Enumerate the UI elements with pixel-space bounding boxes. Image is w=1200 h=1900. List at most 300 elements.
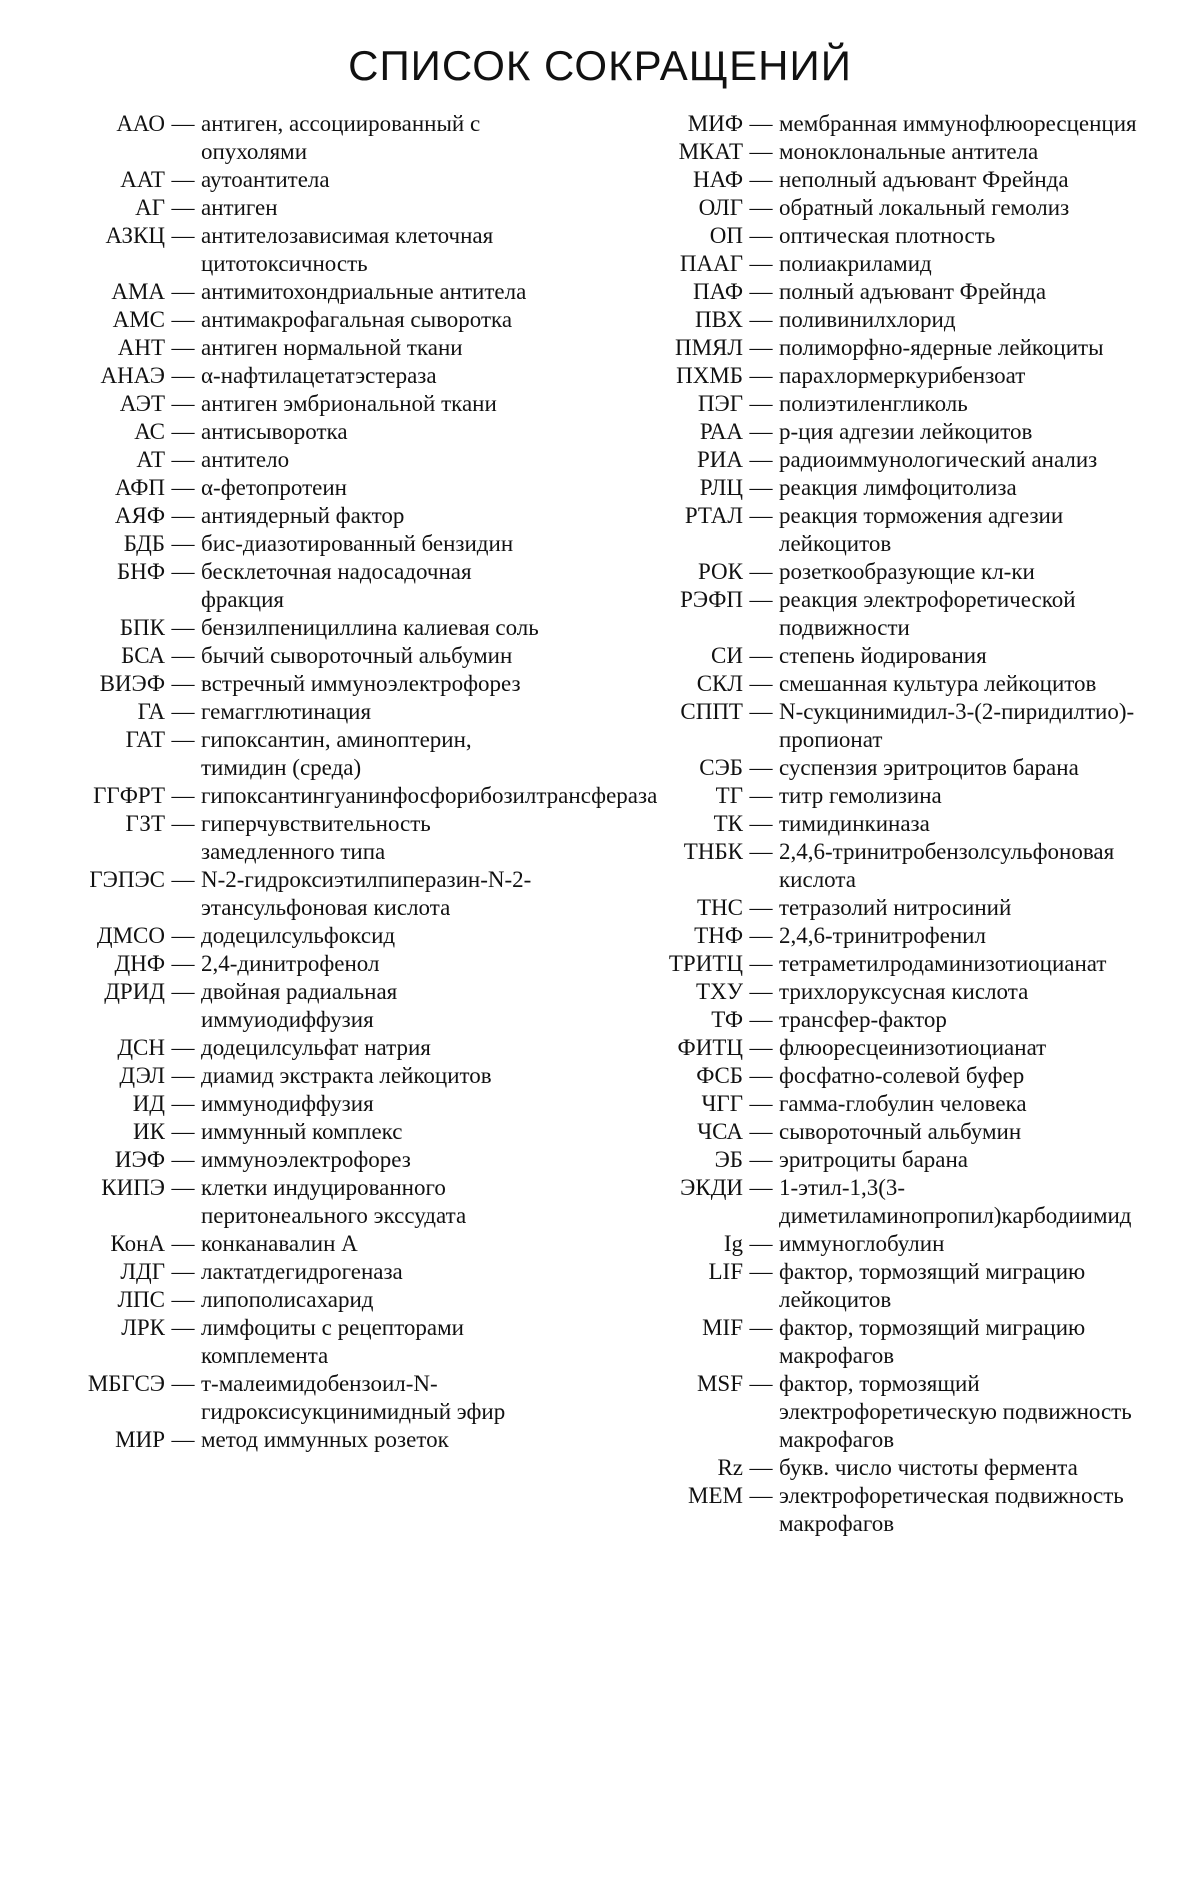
abbreviation: ЛРК (121, 1315, 165, 1340)
abbreviation-entry (40, 502, 560, 530)
definition: фактор, тормозящий миграцию макрофагов (779, 1315, 1086, 1368)
dash-separator: — (749, 223, 773, 248)
abbreviation: ПАФ (693, 279, 743, 304)
definition: розеткообразующие кл-ки (779, 559, 1035, 584)
definition: гемагглютинация (201, 699, 372, 724)
abbreviation: РТАЛ (684, 503, 743, 528)
dash-separator: — (171, 391, 195, 416)
dash-separator: — (749, 811, 773, 836)
definition: фактор, тормозящий электрофоретическую подвижность макрофагов (779, 1371, 1132, 1452)
page-title: СПИСОК СОКРАЩЕНИЙ (348, 42, 852, 89)
abbreviation: АТ (136, 447, 165, 472)
abbreviation-entry (40, 614, 560, 642)
dash-separator: — (171, 307, 195, 332)
dash-separator: — (749, 1007, 773, 1032)
definition: антителозависимая клеточная цитотоксичность (201, 223, 494, 276)
definition: р-ция адгезии лейкоцитов (779, 419, 1033, 444)
abbreviation-entry (40, 670, 560, 698)
abbreviation-entry (40, 698, 560, 726)
abbreviation-entry (40, 1314, 560, 1370)
abbreviation: АЯФ (114, 503, 165, 528)
dash-separator: — (171, 671, 195, 696)
dash-separator: — (171, 783, 195, 808)
definition: сывороточный альбумин (779, 1119, 1022, 1144)
dash-separator: — (171, 363, 195, 388)
definition: эритроциты барана (779, 1147, 969, 1172)
dash-separator: — (749, 783, 773, 808)
definition: поливинилхлорид (779, 307, 956, 332)
abbreviation: ПМЯЛ (674, 335, 743, 360)
dash-separator: — (749, 1091, 773, 1116)
definition: аутоантитела (201, 167, 330, 192)
abbreviation: ОЛГ (698, 195, 743, 220)
definition: суспензия эритроцитов барана (779, 755, 1079, 780)
dash-separator: — (749, 503, 773, 528)
abbreviation: БПК (119, 615, 165, 640)
definition: реакция лимфоцитолиза (779, 475, 1017, 500)
abbreviation: ТНС (697, 895, 743, 920)
dash-separator: — (171, 1287, 195, 1312)
abbreviation-entry (608, 474, 1148, 502)
dash-separator: — (171, 1371, 195, 1396)
definition: полный адъювант Фрейнда (779, 279, 1047, 304)
abbreviation: ГЭПЭС (89, 867, 165, 892)
dash-separator: — (749, 587, 773, 612)
abbreviation-entry (608, 1370, 1148, 1454)
abbreviation: ЭБ (714, 1147, 743, 1172)
definition: степень йодирования (779, 643, 987, 668)
abbreviation-entry (608, 166, 1148, 194)
abbreviation-entry (608, 558, 1148, 586)
dash-separator: — (749, 839, 773, 864)
abbreviation: РИА (696, 447, 743, 472)
dash-separator: — (171, 559, 195, 584)
abbreviation: ААО (116, 111, 165, 136)
definition: антиген эмбриональной ткани (201, 391, 497, 416)
abbreviation-entry (608, 810, 1148, 838)
abbreviation: РЛЦ (699, 475, 743, 500)
abbreviation: АГ (135, 195, 165, 220)
definition: диамид экстракта лейкоцитов (201, 1063, 492, 1088)
abbreviation: ИК (133, 1119, 165, 1144)
abbreviation-entry (608, 670, 1148, 698)
definition: α-нафтилацетатэстераза (201, 363, 437, 388)
abbreviation: БНФ (117, 559, 165, 584)
definition: неполный адъювант Фрейнда (779, 167, 1069, 192)
definition: парахлормеркурибензоат (779, 363, 1026, 388)
dash-separator: — (171, 1035, 195, 1060)
dash-separator: — (749, 1063, 773, 1088)
dash-separator: — (171, 615, 195, 640)
dash-separator: — (749, 1371, 773, 1396)
definition: антиген, ассоциированный с опухолями (201, 111, 481, 164)
abbreviation: ПВХ (695, 307, 743, 332)
abbreviation: АС (134, 419, 165, 444)
abbreviation-entry (608, 1230, 1148, 1258)
definition: гамма-глобулин человека (779, 1091, 1027, 1116)
definition: иммунодиффузия (201, 1091, 374, 1116)
abbreviation-entry (608, 418, 1148, 446)
definition: липополисахарид (201, 1287, 374, 1312)
abbreviation-entry (40, 1370, 560, 1426)
dash-separator: — (749, 335, 773, 360)
definition: смешанная культура лейкоцитов (779, 671, 1097, 696)
abbreviation-entry (608, 278, 1148, 306)
abbreviation-entry (40, 166, 560, 194)
abbreviation-entry (608, 194, 1148, 222)
abbreviation-entry (40, 1034, 560, 1062)
abbreviation: ИЭФ (114, 1147, 165, 1172)
definition: электрофоретическая подвижность макрофагов (779, 1483, 1124, 1536)
abbreviation-entry (40, 978, 560, 1034)
abbreviation: БДБ (123, 531, 165, 556)
abbreviation: ГЗТ (125, 811, 165, 836)
abbreviation-entry (608, 978, 1148, 1006)
abbreviation-entry (40, 782, 658, 810)
dash-separator: — (171, 1063, 195, 1088)
dash-separator: — (749, 643, 773, 668)
abbreviation-entry (608, 1314, 1148, 1370)
abbreviation-entry (608, 1482, 1148, 1538)
abbreviation-entry (608, 1118, 1148, 1146)
abbreviation-entry (608, 586, 1148, 642)
definition: бесклеточная надосадочная фракция (201, 559, 472, 612)
abbreviation-entry (40, 530, 560, 558)
dash-separator: — (749, 979, 773, 1004)
definition: гипоксантингуанинфосфорибозилтрансфераза (201, 783, 658, 808)
dash-separator: — (171, 1091, 195, 1116)
abbreviation: ДСН (117, 1035, 165, 1060)
dash-separator: — (171, 335, 195, 360)
abbreviation: ГА (137, 699, 165, 724)
dash-separator: — (749, 1035, 773, 1060)
definition: оптическая плотность (779, 223, 996, 248)
abbreviation: АФП (115, 475, 165, 500)
abbreviation-entry (608, 362, 1148, 390)
abbreviation-entry (40, 950, 560, 978)
abbreviation: ТРИТЦ (668, 951, 743, 976)
abbreviation-entry (40, 474, 560, 502)
abbreviation: ОП (709, 223, 743, 248)
abbreviation-entry (608, 502, 1148, 558)
abbreviation: ЧСА (697, 1119, 743, 1144)
dash-separator: — (749, 1455, 773, 1480)
abbreviation: РОК (697, 559, 743, 584)
dash-separator: — (749, 251, 773, 276)
definition: антисыворотка (201, 419, 348, 444)
dash-separator: — (749, 1119, 773, 1144)
left-column (40, 110, 658, 1454)
abbreviation: АЭТ (119, 391, 165, 416)
dash-separator: — (171, 1427, 195, 1452)
dash-separator: — (749, 307, 773, 332)
definition: бычий сывороточный альбумин (201, 643, 513, 668)
abbreviation: АНАЭ (100, 363, 165, 388)
abbreviation-entry (608, 222, 1148, 250)
definition: антитело (201, 447, 290, 472)
dash-separator: — (171, 1175, 195, 1200)
dash-separator: — (749, 951, 773, 976)
abbreviation: СИ (711, 643, 743, 668)
abbreviation-entry (608, 1454, 1148, 1482)
definition: метод иммунных розеток (201, 1427, 449, 1452)
abbreviation-entry (40, 306, 560, 334)
dash-separator: — (749, 1483, 773, 1508)
definition: иммунный комплекс (201, 1119, 403, 1144)
definition: букв. число чистоты фермента (779, 1455, 1078, 1480)
dash-separator: — (749, 139, 773, 164)
dash-separator: — (749, 447, 773, 472)
dash-separator: — (171, 195, 195, 220)
abbreviation-entry (40, 446, 560, 474)
abbreviation-entry (608, 894, 1148, 922)
definition: антиген (201, 195, 278, 220)
definition: полиэтиленгликоль (779, 391, 968, 416)
dash-separator: — (171, 475, 195, 500)
dash-separator: — (749, 559, 773, 584)
abbreviation-entry (40, 390, 560, 418)
abbreviation-entry (608, 138, 1148, 166)
dash-separator: — (749, 1175, 773, 1200)
abbreviation: ГГФРТ (93, 783, 165, 808)
abbreviation-entry (40, 334, 560, 362)
abbreviation-entry (608, 306, 1148, 334)
abbreviation-entry (40, 810, 560, 866)
dash-separator: — (749, 1231, 773, 1256)
definition: додецилсульфат натрия (201, 1035, 431, 1060)
dash-separator: — (171, 1231, 195, 1256)
abbreviation: ГАТ (125, 727, 165, 752)
abbreviation: ВИЭФ (99, 671, 165, 696)
definition: лимфоциты с рецепторами комплемента (201, 1315, 464, 1368)
definition: фосфатно-солевой буфер (779, 1063, 1025, 1088)
abbreviation-entry (608, 390, 1148, 418)
definition: гиперчувствительность замедленного типа (201, 811, 431, 864)
abbreviation-entry (40, 1146, 560, 1174)
abbreviation: ЭКДИ (680, 1175, 743, 1200)
abbreviation-entry (608, 642, 1148, 670)
abbreviation: ТФ (711, 1007, 743, 1032)
abbreviation-entry (40, 1174, 560, 1230)
abbreviation: СКЛ (696, 671, 743, 696)
abbreviation: ДРИД (104, 979, 165, 1004)
abbreviation-entry (40, 194, 560, 222)
abbreviation: ТХУ (696, 979, 743, 1004)
definition: полиакриламид (779, 251, 932, 276)
definition: иммуноэлектрофорез (201, 1147, 411, 1172)
abbreviation: ИД (132, 1091, 165, 1116)
dash-separator: — (749, 1259, 773, 1284)
dash-separator: — (749, 279, 773, 304)
definition: двойная радиальная иммуиодиффузия (201, 979, 398, 1032)
abbreviation: ПХМБ (676, 363, 743, 388)
abbreviation: АМА (111, 279, 165, 304)
definition: антимитохондриальные антитела (201, 279, 527, 304)
dash-separator: — (749, 671, 773, 696)
abbreviation-entry (608, 1090, 1148, 1118)
abbreviation-entry (40, 1118, 560, 1146)
abbreviation: ЛДГ (120, 1259, 165, 1284)
abbreviation-entry (40, 726, 560, 782)
abbreviation: КИПЭ (101, 1175, 165, 1200)
abbreviation-entry (608, 1174, 1148, 1230)
abbreviation-entry (40, 418, 560, 446)
abbreviation-entry (40, 1090, 560, 1118)
abbreviation-entry (40, 278, 560, 306)
abbreviation: AAT (120, 167, 165, 192)
definition: тимидинкиназа (779, 811, 930, 836)
definition: моноклональные антитела (779, 139, 1039, 164)
abbreviation: ТГ (715, 783, 743, 808)
abbreviation: МИФ (687, 111, 743, 136)
abbreviation-entry (608, 754, 1148, 782)
abbreviation-entry (40, 558, 560, 614)
dash-separator: — (749, 1147, 773, 1172)
dash-separator: — (171, 1315, 195, 1340)
abbreviation: Rz (717, 1455, 743, 1480)
definition: антиген нормальной ткани (201, 335, 463, 360)
abbreviation-entry (608, 698, 1148, 754)
right-column (608, 110, 1148, 1538)
abbreviation: МКАТ (678, 139, 743, 164)
definition: клетки индуцированного перитонеального экссудата (201, 1175, 467, 1228)
abbreviation: МБГСЭ (87, 1371, 165, 1396)
definition: α-фетопротеин (201, 475, 347, 500)
abbreviation-entry (608, 1006, 1148, 1034)
abbreviation: РАА (699, 419, 743, 444)
abbreviation: ФСБ (696, 1063, 743, 1088)
abbreviation: ТК (713, 811, 743, 836)
abbreviation: ПЭГ (697, 391, 743, 416)
abbreviation: СППТ (680, 699, 743, 724)
dash-separator: — (171, 167, 195, 192)
abbreviation: ФИТЦ (677, 1035, 743, 1060)
abbreviation-entry (40, 1286, 560, 1314)
dash-separator: — (749, 195, 773, 220)
definition: титр гемолизина (779, 783, 942, 808)
abbreviation-entry (608, 334, 1148, 362)
abbreviation-entry (608, 1062, 1148, 1090)
abbreviation-entry (40, 922, 560, 950)
abbreviation: СЭБ (699, 755, 743, 780)
definition: 2,4-динитрофенол (201, 951, 380, 976)
abbreviation-entry (608, 950, 1148, 978)
definition: т-малеимидобензоил-N-гидроксисукцинимидный эфир (201, 1371, 506, 1424)
abbreviation-entry (608, 446, 1148, 474)
definition: реакция электрофоретической подвижности (779, 587, 1076, 640)
dash-separator: — (749, 363, 773, 388)
dash-separator: — (171, 531, 195, 556)
definition: мембранная иммунофлюоресценция (779, 111, 1137, 136)
abbreviation-entry (40, 222, 560, 278)
definition: встречный иммуноэлектрофорез (201, 671, 521, 696)
dash-separator: — (171, 643, 195, 668)
definition: конканавалин А (201, 1231, 358, 1256)
dash-separator: — (171, 867, 195, 892)
definition: полиморфно-ядерные лейкоциты (779, 335, 1104, 360)
dash-separator: — (171, 699, 195, 724)
abbreviation: АМС (112, 307, 165, 332)
abbreviation-entry (608, 1146, 1148, 1174)
abbreviation: АЗКЦ (105, 223, 165, 248)
abbreviation-entry (40, 1062, 560, 1090)
abbreviation: ТНФ (694, 923, 743, 948)
abbreviation-entry (40, 642, 560, 670)
abbreviation-entry (40, 1230, 560, 1258)
dash-separator: — (749, 475, 773, 500)
abbreviation-entry (608, 838, 1148, 894)
dash-separator: — (171, 951, 195, 976)
definition: обратный локальный гемолиз (779, 195, 1070, 220)
dash-separator: — (749, 111, 773, 136)
definition: лактатдегидрогеназа (201, 1259, 403, 1284)
abbreviation-entry (40, 110, 560, 166)
abbreviation-entry (608, 110, 1148, 138)
definition: гипоксантин, аминоптерин, тимидин (среда) (201, 727, 472, 780)
abbreviation-entry (40, 362, 560, 390)
abbreviation: Ig (723, 1231, 743, 1256)
abbreviation-entry (608, 782, 1148, 810)
dash-separator: — (171, 223, 195, 248)
dash-separator: — (749, 755, 773, 780)
dash-separator: — (749, 699, 773, 724)
abbreviation: РЭФП (680, 587, 743, 612)
abbreviation: ДЭЛ (119, 1063, 165, 1088)
dash-separator: — (171, 727, 195, 752)
abbreviation-entry (608, 922, 1148, 950)
abbreviation: МИР (115, 1427, 165, 1452)
definition: радиоиммунологический анализ (779, 447, 1098, 472)
abbreviation-entry (608, 250, 1148, 278)
definition: флюоресцеинизотиоцианат (779, 1035, 1047, 1060)
abbreviation: ЧГГ (701, 1091, 743, 1116)
abbreviation-entry (608, 1034, 1148, 1062)
dash-separator: — (171, 503, 195, 528)
abbreviation: БСА (121, 643, 165, 668)
definition: антиядерный фактор (201, 503, 405, 528)
definition: 2,4,6-тринитрофенил (779, 923, 986, 948)
definition: антимакрофагальная сыворотка (201, 307, 513, 332)
dash-separator: — (171, 1259, 195, 1284)
abbreviation: LIF (708, 1259, 743, 1284)
dash-separator: — (749, 167, 773, 192)
definition: N-сукцинимидил-3-(2-пиридилтио)-пропионат (779, 699, 1135, 752)
dash-separator: — (749, 923, 773, 948)
dash-separator: — (171, 419, 195, 444)
abbreviation: ДНФ (114, 951, 165, 976)
dash-separator: — (171, 979, 195, 1004)
definition: бензилпенициллина калиевая соль (201, 615, 539, 640)
abbreviation-entry (40, 1426, 560, 1454)
abbreviation: ТНБК (683, 839, 743, 864)
abbreviation-entry (40, 866, 560, 922)
definition: 2,4,6-тринитробензолсульфоновая кислота (779, 839, 1115, 892)
abbreviation: АНТ (117, 335, 165, 360)
definition: фактор, тормозящий миграцию лейкоцитов (779, 1259, 1086, 1312)
abbreviation: КонА (110, 1231, 165, 1256)
abbreviation: MIF (702, 1315, 743, 1340)
definition: иммуноглобулин (779, 1231, 945, 1256)
definition: тетразолий нитросиний (779, 895, 1012, 920)
definition: N-2-гидроксиэтилпиперазин-N-2-этансульфоновая кислота (201, 867, 532, 920)
dash-separator: — (171, 1119, 195, 1144)
dash-separator: — (749, 419, 773, 444)
dash-separator: — (171, 279, 195, 304)
abbreviation-entry (40, 1258, 560, 1286)
abbreviation: MSF (696, 1371, 743, 1396)
dash-separator: — (749, 895, 773, 920)
dash-separator: — (171, 447, 195, 472)
